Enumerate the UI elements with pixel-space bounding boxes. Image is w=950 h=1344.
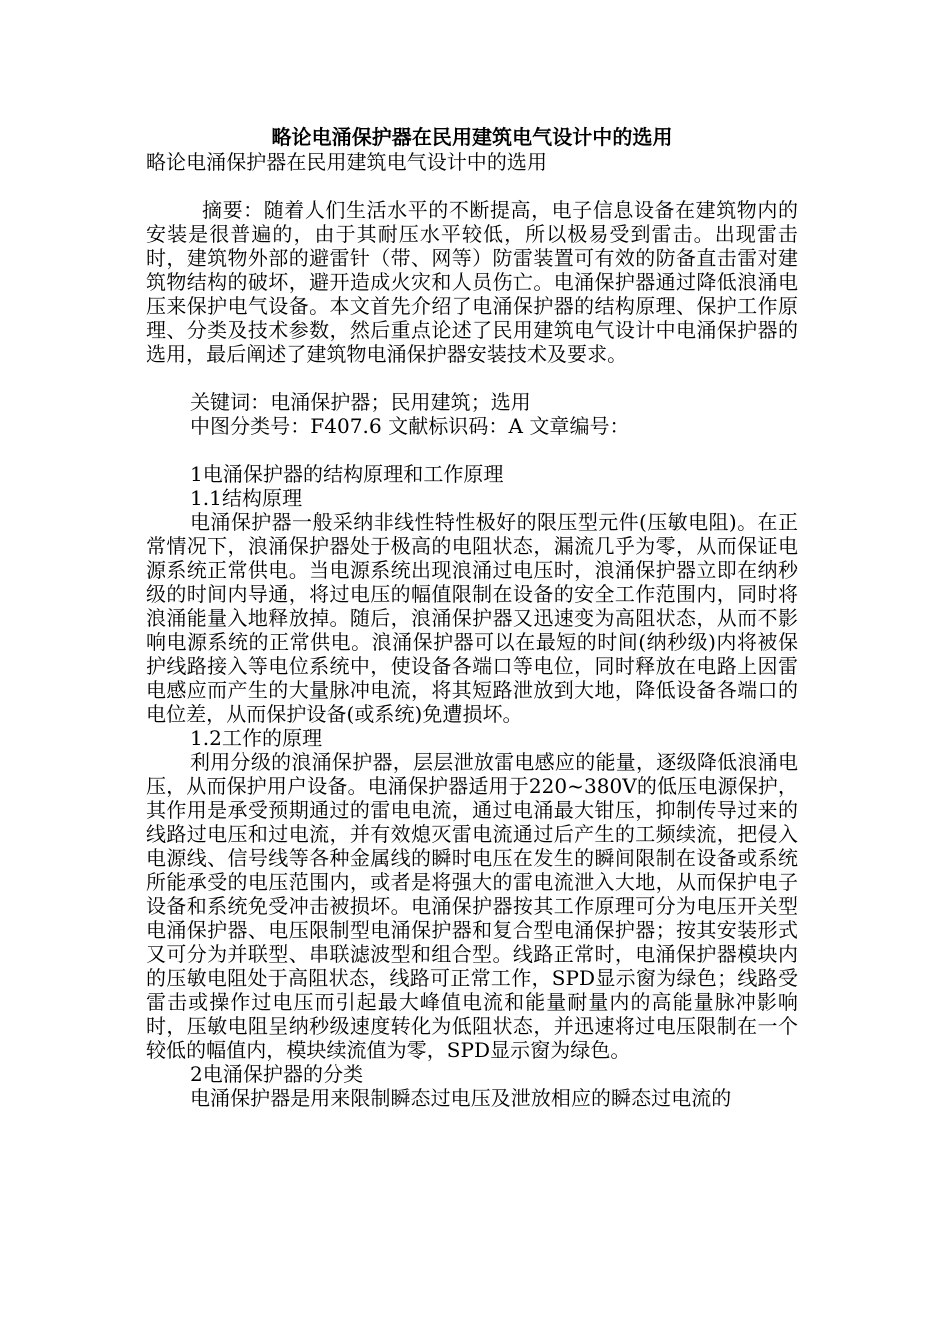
spacer: [146, 366, 798, 390]
section-1-1-paragraph: 电涌保护器一般采纳非线性特性极好的限压型元件(压敏电阻)。在正常情况下，浪涌保护器处于极高的电阻状态，漏流几乎为零，从而保证电源系统正常供电。当电源系统出现浪涌过电压时，浪涌保护器立即在纳秒级的时间内导通，将过电压的幅值限制在设备的安全工作范围内，同时将浪涌能量入地释放掉。随后，浪涌保护器又迅速变为高阻状态，从而不影响电源系统的正常供电。浪涌保护器可以在最短的时间(纳秒级)内将被保护线路接入等电位系统中，使设备各端口等电位，同时释放在电路上因雷电感应而产生的大量脉冲电流，将其短路泄放到大地，降低设备各端口的电位差，从而保护设备(或系统)免遭损坏。: [146, 510, 798, 726]
section-1-2-paragraph: 利用分级的浪涌保护器，层层泄放雷电感应的能量，逐级降低浪涌电压，从而保护用户设备。电涌保护器适用于220~380V的低压电源保护，其作用是承受预期通过的雷电电流，通过电涌最大钳压，抑制传导过来的线路过电压和过电流，并有效熄灭雷电流通过后产生的工频续流，把侵入电源线、信号线等各种金属线的瞬时电压在发生的瞬间限制在设备或系统所能承受的电压范围内，或者是将强大的雷电流泄入大地，从而保护电子设备和系统免受冲击被损坏。电涌保护器按其工作原理可分为电压开关型电涌保护器、电压限制型电涌保护器和复合型电涌保护器；按其安装形式又可分为并联型、串联滤波型和组合型。线路正常时，电涌保护器模块内的压敏电阻处于高阻状态，线路可正常工作，SPD显示窗为绿色；线路受雷击或操作过电压而引起最大峰值电流和能量耐量内的高能量脉冲影响时，压敏电阻呈纳秒级速度转化为低阻状态，并迅速将过电压限制在一个较低的幅值内，模块续流值为零，SPD显示窗为绿色。: [146, 750, 798, 1062]
keywords-line: 关键词：电涌保护器；民用建筑；选用: [190, 390, 531, 414]
spacer: [146, 174, 798, 198]
section-1-1-heading: 1.1结构原理: [190, 486, 303, 510]
document-page: [146, 124, 798, 1110]
document-subtitle: 略论电涌保护器在民用建筑电气设计中的选用: [146, 150, 547, 174]
section-1-2-heading: 1.2工作的原理: [190, 726, 323, 750]
document-title: 略论电涌保护器在民用建筑电气设计中的选用: [271, 125, 673, 149]
spacer: [146, 438, 798, 462]
section-2-heading: 2电涌保护器的分类: [190, 1062, 364, 1086]
section-2-paragraph: 电涌保护器是用来限制瞬态过电压及泄放相应的瞬态过电流的: [190, 1086, 732, 1110]
classification-line: 中图分类号：F407.6 文献标识码：A 文章编号：: [190, 414, 630, 438]
abstract-paragraph: 摘要：随着人们生活水平的不断提高，电子信息设备在建筑物内的安装是很普遍的，由于其耐压水平较低，所以极易受到雷击。出现雷击时，建筑物外部的避雷针（带、网等）防雷装置可有效的防备直击雷对建筑物结构的破坏，避开造成火灾和人员伤亡。电涌保护器通过降低浪涌电压来保护电气设备。本文首先介绍了电涌保护器的结构原理、保护工作原理、分类及技术参数，然后重点论述了民用建筑电气设计中电涌保护器的选用，最后阐述了建筑物电涌保护器安装技术及要求。: [146, 198, 798, 366]
section-1-heading: 1电涌保护器的结构原理和工作原理: [190, 462, 504, 486]
